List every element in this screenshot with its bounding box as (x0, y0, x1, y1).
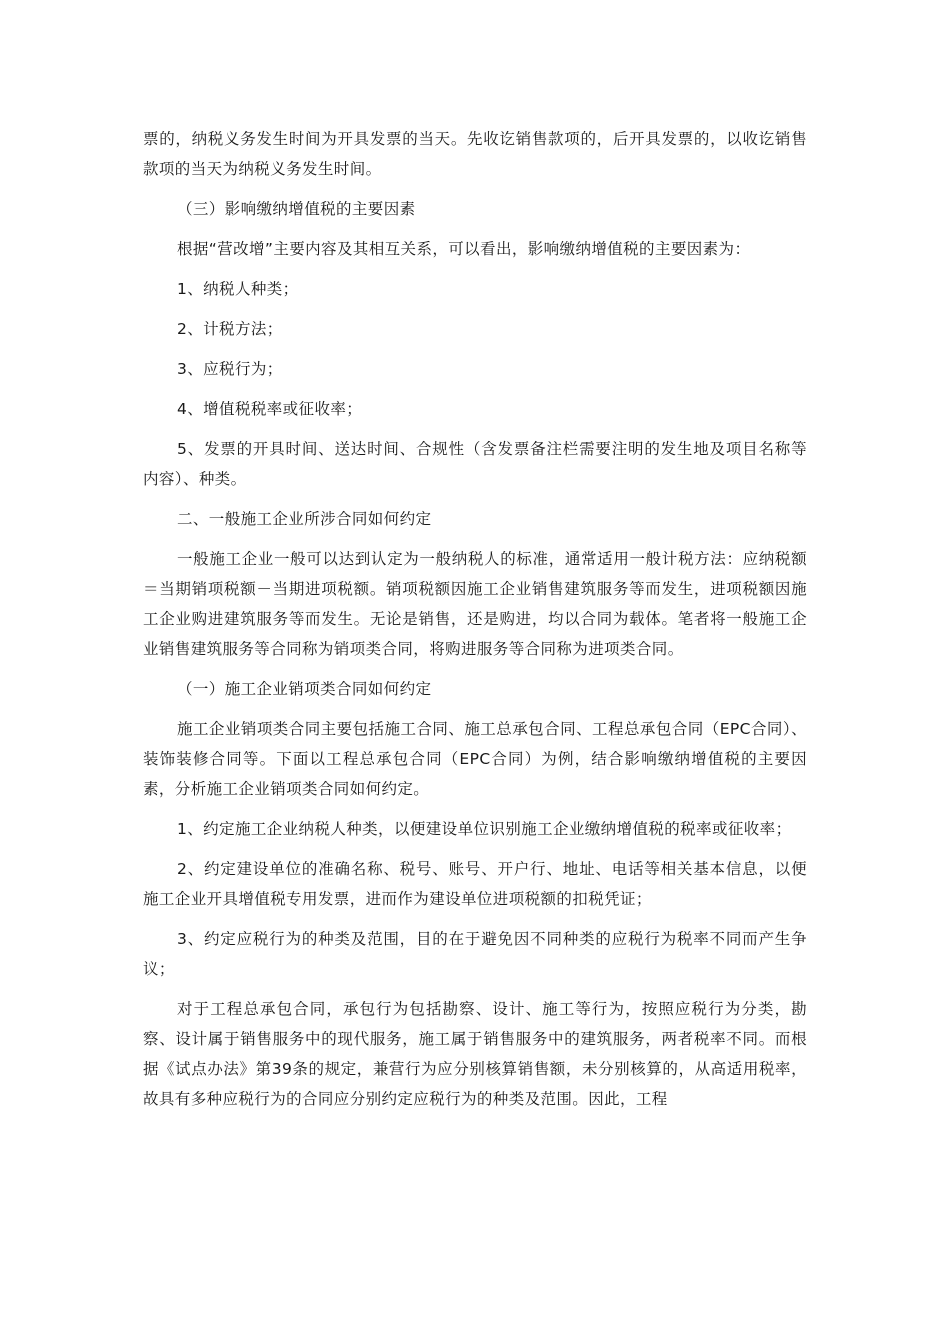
paragraph-general-contractor: 一般施工企业一般可以达到认定为一般纳税人的标准，通常适用一般计税方法：应纳税额＝当期销项税额－当期进项税额。销项税额因施工企业销售建筑服务等而发生，进项税额因施工企业购进建筑服务等而发生。无论是销售，还是购进，均以合同为载体。笔者将一般施工企业销售建筑服务等合同称为销项类合同，将购进服务等合同称为进项类合同。 (143, 550, 807, 658)
list-item-5: 5、发票的开具时间、送达时间、合规性（含发票备注栏需要注明的发生地及项目名称等内容）、种类。 (143, 440, 807, 488)
section-heading-2: 二、一般施工企业所涉合同如何约定 (177, 510, 432, 528)
paragraph-continuation: 票的，纳税义务发生时间为开具发票的当天。先收讫销售款项的，后开具发票的，以收讫销售款项的当天为纳税义务发生时间。 (143, 130, 807, 178)
list-item-3: 3、应税行为； (177, 360, 283, 378)
list-item-4: 4、增值税税率或征收率； (177, 400, 363, 418)
contract-item-1: 1、约定施工企业纳税人种类，以便建设单位识别施工企业缴纳增值税的税率或征收率； (177, 820, 792, 838)
paragraph-factors-intro: 根据“营改增”主要内容及其相互关系，可以看出，影响缴纳增值税的主要因素为： (177, 240, 751, 258)
contract-item-2: 2、约定建设单位的准确名称、税号、账号、开户行、地址、电话等相关基本信息，以便施工企业开具增值税专用发票，进而作为建设单位进项税额的扣税凭证； (143, 860, 807, 908)
subsection-heading-1: （一）施工企业销项类合同如何约定 (177, 680, 432, 698)
list-item-2: 2、计税方法； (177, 320, 283, 338)
paragraph-epc-analysis: 对于工程总承包合同，承包行为包括勘察、设计、施工等行为，按照应税行为分类，勘察、设计属于销售服务中的现代服务，施工属于销售服务中的建筑服务，两者税率不同。而根据《试点办法》第39条的规定，兼营行为应分别核算销售额，未分别核算的，从高适用税率，故具有多种应税行为的合同应分别约定应税行为的种类及范围。因此，工程 (143, 1000, 807, 1108)
paragraph-sales-contracts: 施工企业销项类合同主要包括施工合同、施工总承包合同、工程总承包合同（EPC合同）、装饰装修合同等。下面以工程总承包合同（EPC合同）为例，结合影响缴纳增值税的主要因素，分析施工企业销项类合同如何约定。 (143, 720, 807, 798)
section-heading-3: （三）影响缴纳增值税的主要因素 (177, 200, 416, 218)
document-body (143, 124, 807, 1114)
contract-item-3: 3、约定应税行为的种类及范围，目的在于避免因不同种类的应税行为税率不同而产生争议； (143, 930, 807, 978)
list-item-1: 1、纳税人种类； (177, 280, 299, 298)
